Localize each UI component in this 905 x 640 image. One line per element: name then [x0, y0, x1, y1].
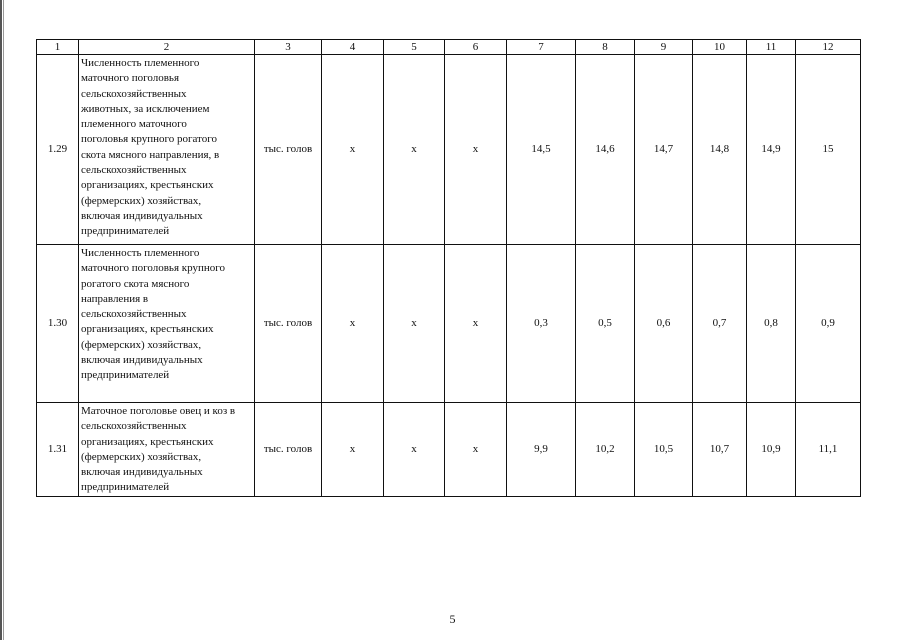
value-cell: 0,5 — [576, 245, 635, 403]
unit-cell: тыс. голов — [255, 55, 322, 245]
column-header: 1 — [37, 40, 79, 55]
description-line: племенного маточного — [81, 118, 187, 131]
column-header: 7 — [507, 40, 576, 55]
value-cell: 14,7 — [635, 55, 693, 245]
description-line: (фермерских) хозяйствах, — [81, 338, 202, 351]
table-row — [37, 55, 861, 245]
description-line: сельскохозяйственных — [81, 164, 187, 177]
row-number: 1.30 — [37, 245, 79, 403]
table-row — [37, 403, 861, 497]
table-body — [37, 55, 861, 497]
value-cell: 0,8 — [747, 245, 796, 403]
value-cell: 10,7 — [693, 403, 747, 497]
description-line: Численность племенного — [81, 57, 200, 69]
value-cell: 9,9 — [507, 403, 576, 497]
indicator-description — [79, 245, 255, 403]
value-cell: x — [384, 245, 445, 403]
description-line: предпринимателей — [81, 369, 170, 382]
indicator-description — [79, 55, 255, 245]
column-header: 10 — [693, 40, 747, 55]
description-line: предпринимателей — [81, 225, 170, 238]
row-number: 1.31 — [37, 403, 79, 497]
page-edge-shadow — [0, 0, 2, 640]
value-cell: x — [384, 403, 445, 497]
description-line: сельскохозяйственных — [81, 87, 187, 100]
value-cell: x — [322, 55, 384, 245]
value-cell: 10,2 — [576, 403, 635, 497]
column-header: 4 — [322, 40, 384, 55]
description-line: направления в — [81, 292, 149, 305]
unit-cell: тыс. голов — [255, 245, 322, 403]
indicators-table — [36, 39, 861, 497]
description-line: (фермерских) хозяйствах, — [81, 194, 202, 207]
column-header: 6 — [445, 40, 507, 55]
column-number-row — [37, 40, 861, 55]
description-line: включая индивидуальных — [81, 466, 203, 479]
description-line: организациях, крестьянских — [81, 323, 214, 336]
column-header: 12 — [796, 40, 861, 55]
value-cell: 11,1 — [796, 403, 861, 497]
description-line: организациях, крестьянских — [81, 179, 214, 192]
description-line: сельскохозяйственных — [81, 420, 187, 433]
table-row — [37, 245, 861, 403]
description-line: поголовья крупного рогатого — [81, 133, 217, 146]
value-cell: 14,8 — [693, 55, 747, 245]
value-cell: 14,9 — [747, 55, 796, 245]
value-cell: 14,6 — [576, 55, 635, 245]
value-cell: x — [445, 403, 507, 497]
column-header: 3 — [255, 40, 322, 55]
description-line: Маточное поголовье овец и коз в — [81, 405, 236, 417]
value-cell: x — [445, 55, 507, 245]
value-cell: 14,5 — [507, 55, 576, 245]
value-cell: 0,9 — [796, 245, 861, 403]
value-cell: 0,6 — [635, 245, 693, 403]
column-header: 11 — [747, 40, 796, 55]
value-cell: 15 — [796, 55, 861, 245]
description-line: животных, за исключением — [81, 102, 210, 115]
description-line: маточного поголовья — [81, 72, 180, 85]
description-line: (фермерских) хозяйствах, — [81, 450, 202, 463]
description-line: предпринимателей — [81, 481, 170, 494]
unit-cell: тыс. голов — [255, 403, 322, 497]
description-line: скота мясного направления, в — [81, 148, 220, 161]
description-line: организациях, крестьянских — [81, 435, 214, 448]
value-cell: x — [384, 55, 445, 245]
column-header: 8 — [576, 40, 635, 55]
column-header: 5 — [384, 40, 445, 55]
page-number: 5 — [449, 612, 456, 626]
value-cell: 0,3 — [507, 245, 576, 403]
description-line: включая индивидуальных — [81, 209, 203, 222]
page-edge-line — [3, 0, 4, 640]
value-cell: 10,5 — [635, 403, 693, 497]
description-line: сельскохозяйственных — [81, 308, 187, 321]
description-line: включая индивидуальных — [81, 354, 203, 367]
value-cell: x — [445, 245, 507, 403]
row-number: 1.29 — [37, 55, 79, 245]
indicator-description — [79, 403, 255, 497]
value-cell: 0,7 — [693, 245, 747, 403]
column-header: 9 — [635, 40, 693, 55]
description-line: рогатого скота мясного — [81, 277, 190, 290]
value-cell: 10,9 — [747, 403, 796, 497]
description-line: Численность племенного — [81, 247, 200, 259]
column-header: 2 — [79, 40, 255, 55]
value-cell: x — [322, 403, 384, 497]
value-cell: x — [322, 245, 384, 403]
description-line: маточного поголовья крупного — [81, 262, 225, 275]
